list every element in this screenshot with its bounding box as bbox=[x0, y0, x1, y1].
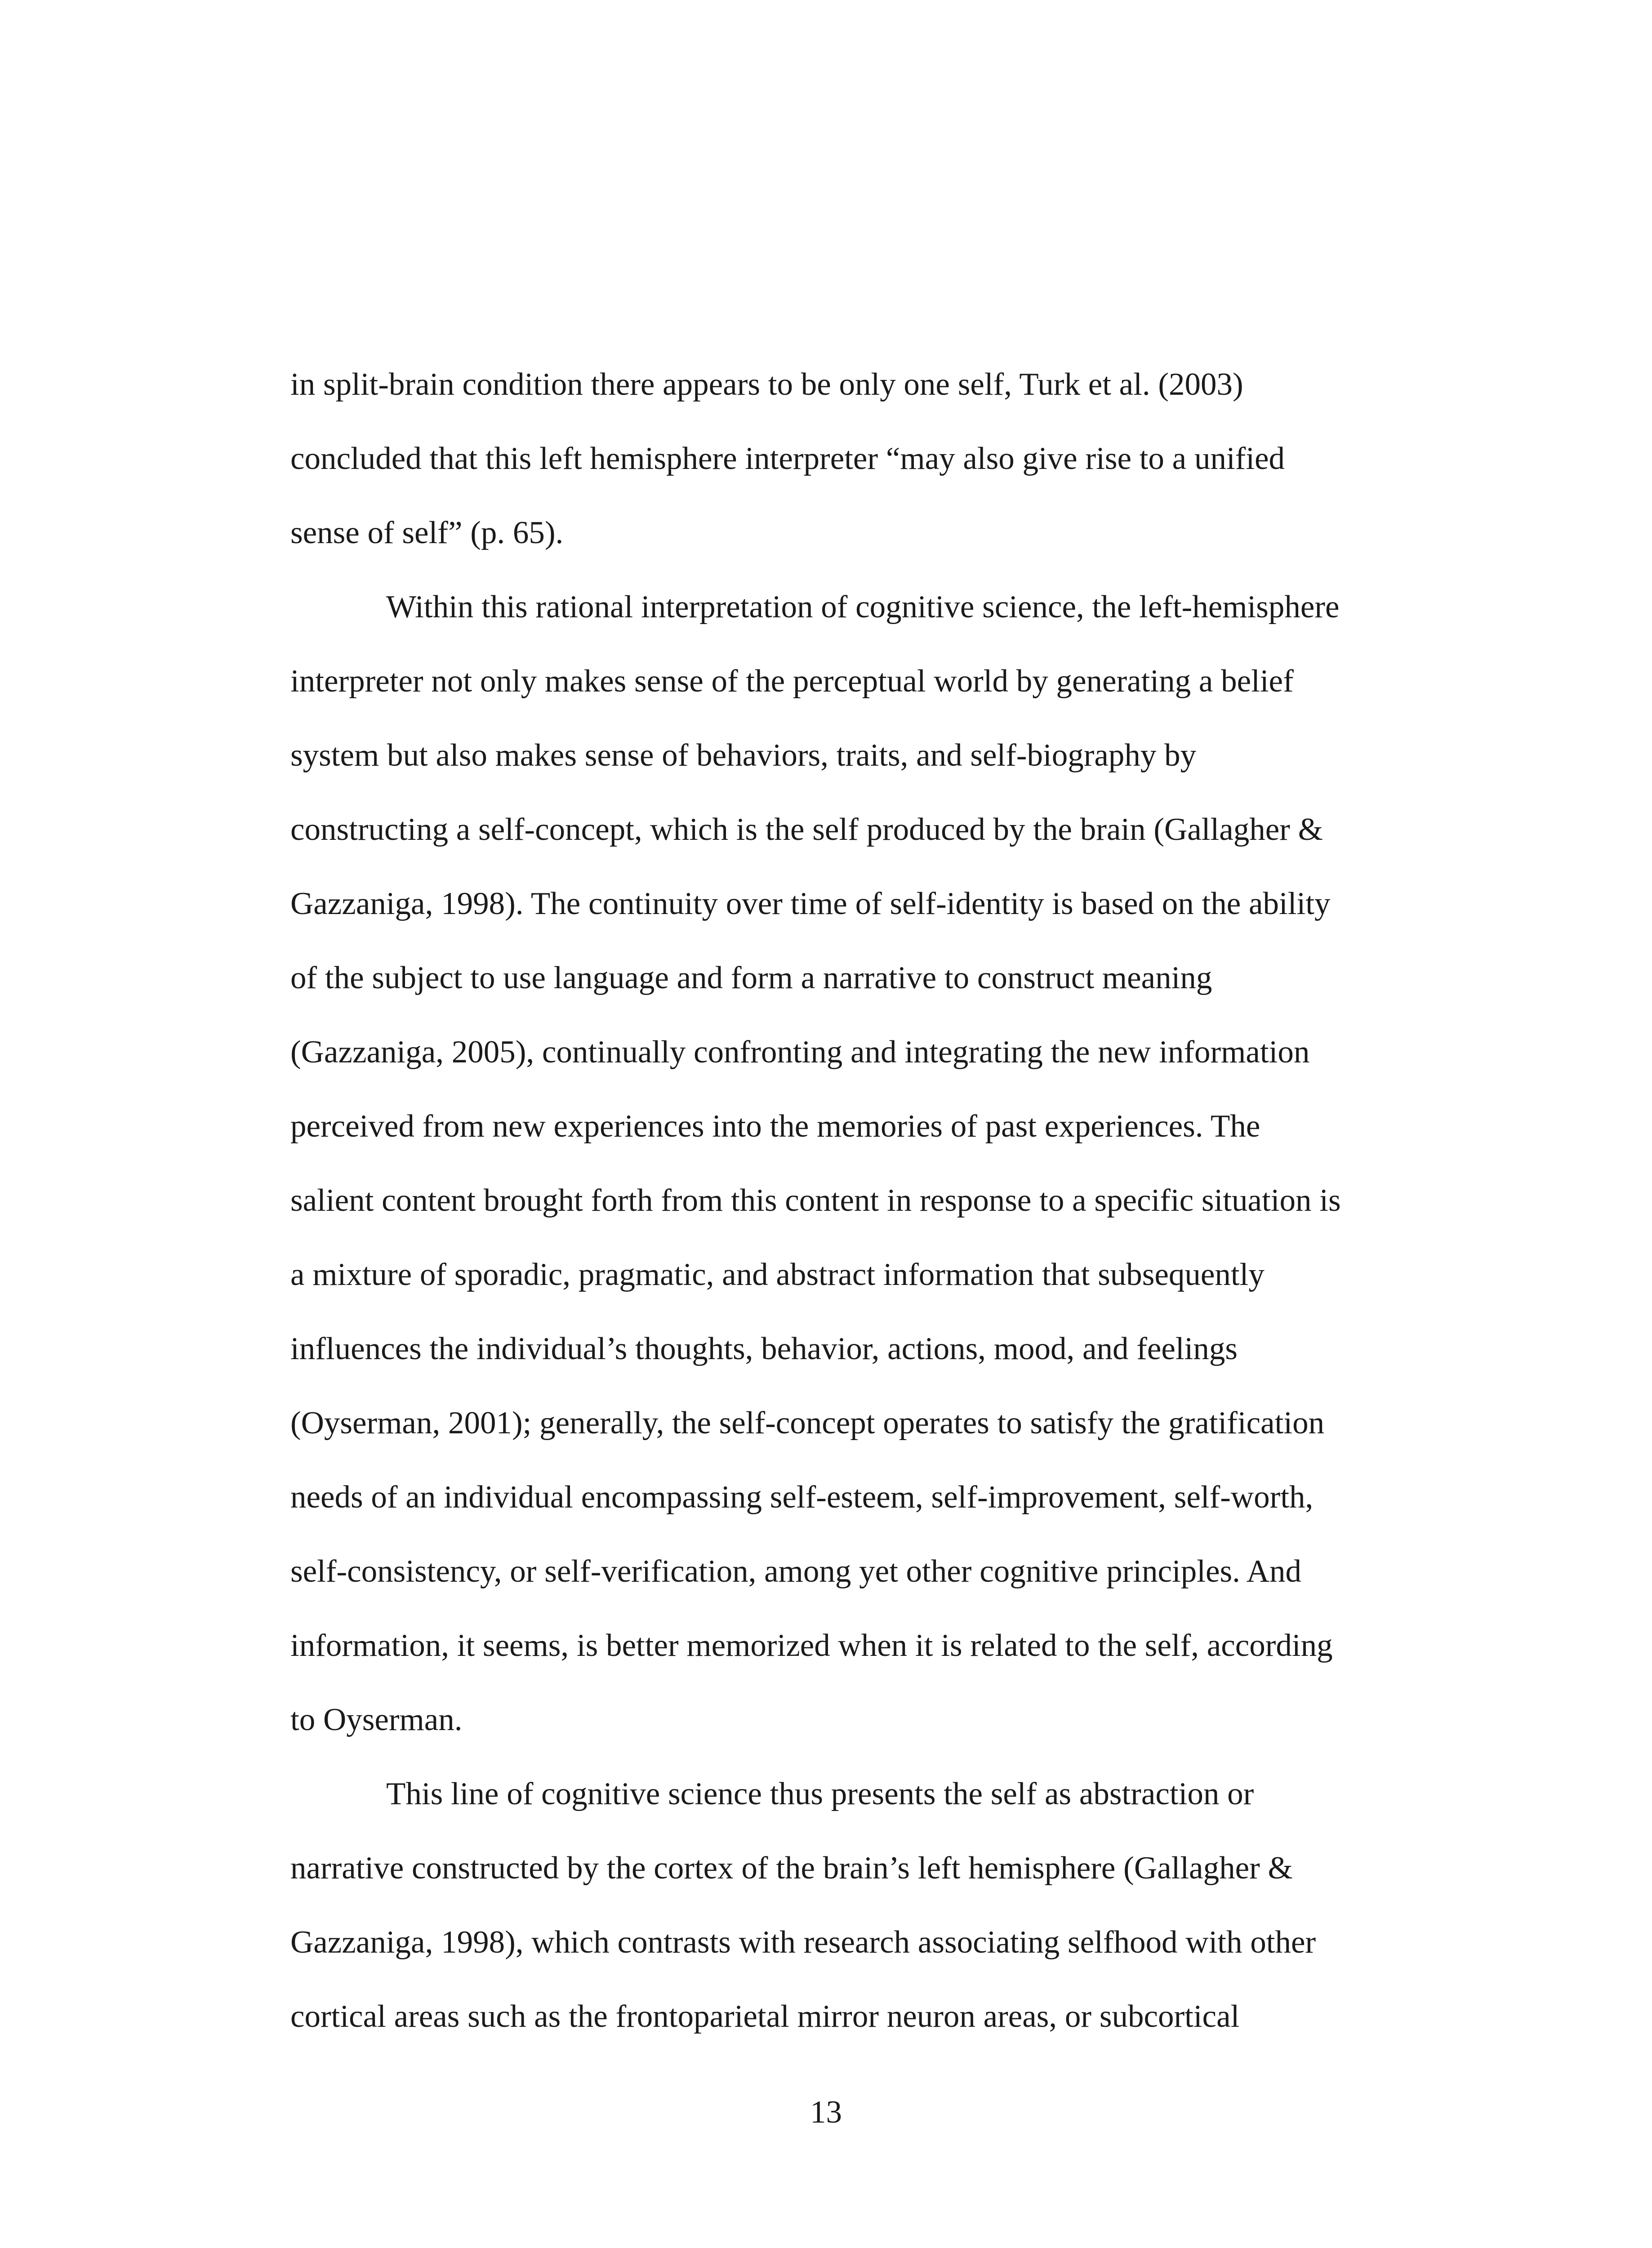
text-line: in split-brain condition there appears to be only one self, Turk et al. (2003) bbox=[290, 367, 1243, 402]
text-line: concluded that this left hemisphere interpreter “may also give rise to a unified bbox=[290, 441, 1285, 476]
text-line: of the subject to use language and form a narrative to construct meaning bbox=[290, 960, 1212, 995]
paragraph-first-line: This line of cognitive science thus presents the self as abstraction or bbox=[386, 1776, 1254, 1811]
text-line: constructing a self-concept, which is the self produced by the brain (Gallagher & bbox=[290, 812, 1323, 847]
text-line: sense of self” (p. 65). bbox=[290, 515, 564, 550]
text-line: influences the individual’s thoughts, behavior, actions, mood, and feelings bbox=[290, 1331, 1238, 1366]
page-number: 13 bbox=[810, 2095, 842, 2130]
text-line: Gazzaniga, 1998). The continuity over time of self-identity is based on the ability bbox=[290, 886, 1331, 921]
text-line: interpreter not only makes sense of the perceptual world by generating a belief bbox=[290, 664, 1294, 699]
text-line: cortical areas such as the frontoparietal mirror neuron areas, or subcortical bbox=[290, 1999, 1240, 2034]
text-line: needs of an individual encompassing self-esteem, self-improvement, self-worth, bbox=[290, 1480, 1314, 1515]
paragraph-first-line: Within this rational interpretation of cognitive science, the left-hemisphere bbox=[386, 589, 1340, 624]
text-line: a mixture of sporadic, pragmatic, and abstract information that subsequently bbox=[290, 1257, 1265, 1292]
text-line: perceived from new experiences into the memories of past experiences. The bbox=[290, 1109, 1260, 1144]
text-line: salient content brought forth from this content in response to a specific situation is bbox=[290, 1183, 1341, 1218]
text-line: to Oyserman. bbox=[290, 1702, 463, 1737]
text-line: narrative constructed by the cortex of the brain’s left hemisphere (Gallagher & bbox=[290, 1851, 1293, 1886]
text-line: (Gazzaniga, 2005), continually confronting and integrating the new information bbox=[290, 1035, 1310, 1070]
text-line: system but also makes sense of behaviors, traits, and self-biography by bbox=[290, 738, 1197, 773]
text-line: Gazzaniga, 1998), which contrasts with research associating selfhood with other bbox=[290, 1925, 1316, 1960]
text-line: self-consistency, or self-verification, among yet other cognitive principles. And bbox=[290, 1554, 1301, 1589]
text-line: information, it seems, is better memorized when it is related to the self, according bbox=[290, 1628, 1333, 1663]
text-line: (Oyserman, 2001); generally, the self-concept operates to satisfy the gratification bbox=[290, 1405, 1325, 1441]
